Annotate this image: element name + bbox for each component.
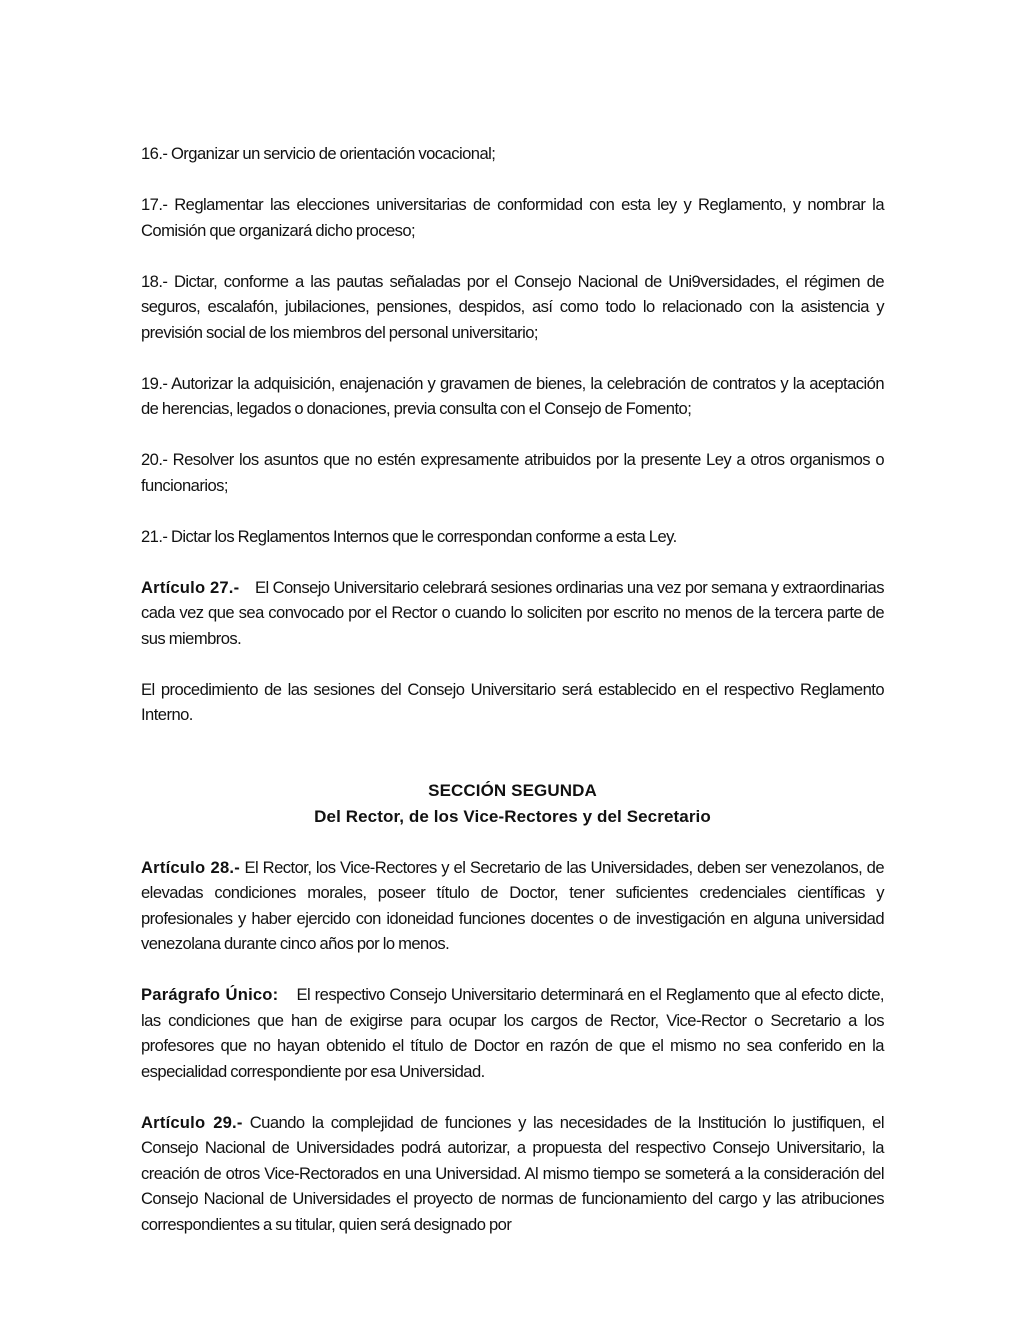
list-item-21: 21.- Dictar los Reglamentos Internos que le correspondan conforme a esta Ley. — [141, 526, 677, 546]
article-27 — [141, 575, 884, 652]
article-27-text: El Consejo Universitario celebrará sesiones ordinarias una vez por semana y extraordinarias cada vez que sea convocado por el Rector o cuando lo soliciten por escrito no menos de la tercera parte de sus miembros. — [141, 577, 884, 648]
article-28-text: El Rector, los Vice-Rectores y el Secretario de las Universidades, deben ser venezolanos, de elevadas condiciones morales, poseer título de Doctor, tener suficientes credenciales científicas y profesionales y haber ejercido con idoneidad funciones docentes o de investigación en alguna universidad venezolana durante cinco años por lo menos. — [141, 857, 885, 953]
article-27-paragraph-2: El procedimiento de las sesiones del Consejo Universitario será establecido en el respectivo Reglamento Interno. — [141, 679, 884, 724]
document-page — [141, 141, 884, 1237]
paragrafo-unico — [141, 982, 884, 1084]
article-29 — [141, 1110, 884, 1238]
section-subtitle: Del Rector, de los Vice-Rectores y del Secretario — [314, 806, 711, 826]
list-item-18: 18.- Dictar, conforme a las pautas señaladas por el Consejo Nacional de Uni9versidades, el régimen de seguros, escalafón, jubilaciones, pensiones, despidos, así como todo lo relacionado con la asistencia y previsión social de los miembros del personal universitario; — [141, 271, 884, 342]
article-29-text: Cuando la complejidad de funciones y las necesidades de la Institución lo justifiquen, el Consejo Nacional de Universidades podrá autorizar, a propuesta del respectivo Consejo Universitario, la creación de otros Vice-Rectorados en una Universidad. Al mismo tiempo se someterá a la consideración del Consejo Nacional de Universidades el proyecto de normas de funcionamiento del cargo y las atribuciones correspondientes a su titular, quien será designado por — [141, 1112, 884, 1234]
list-item-20: 20.- Resolver los asuntos que no estén expresamente atribuidos por la presente Ley a otros organismos o funcionarios; — [141, 450, 884, 495]
list-item-19: 19.- Autorizar la adquisición, enajenación y gravamen de bienes, la celebración de contratos y la aceptación de herencias, legados o donaciones, previa consulta con el Consejo de Fomento; — [141, 373, 884, 418]
article-27-label: Artículo 27.- — [141, 577, 240, 597]
section-spacer — [141, 753, 884, 778]
section-heading — [141, 778, 884, 829]
article-28-label: Artículo 28.- — [141, 857, 240, 877]
paragrafo-unico-text: El respectivo Consejo Universitario determinará en el Reglamento que al efecto dicte, las condiciones que han de exigirse para ocupar los cargos de Rector, Vice-Rector o Secretario a los profesores que no hayan obtenido el título de Doctor en razón de que el mismo no sea conferido en la especialidad correspondiente por esa Universidad. — [141, 985, 884, 1081]
article-28 — [141, 855, 884, 957]
list-item-16: 16.- Organizar un servicio de orientación vocacional; — [141, 144, 496, 163]
section-title: SECCIÓN SEGUNDA — [428, 781, 597, 800]
list-item-17: 17.- Reglamentar las elecciones universitarias de conformidad con esta ley y Reglamento, y nombrar la Comisión que organizará dicho proceso; — [141, 195, 884, 240]
article-29-label: Artículo 29.- — [141, 1112, 243, 1132]
paragrafo-unico-label: Parágrafo Único: — [141, 985, 279, 1004]
